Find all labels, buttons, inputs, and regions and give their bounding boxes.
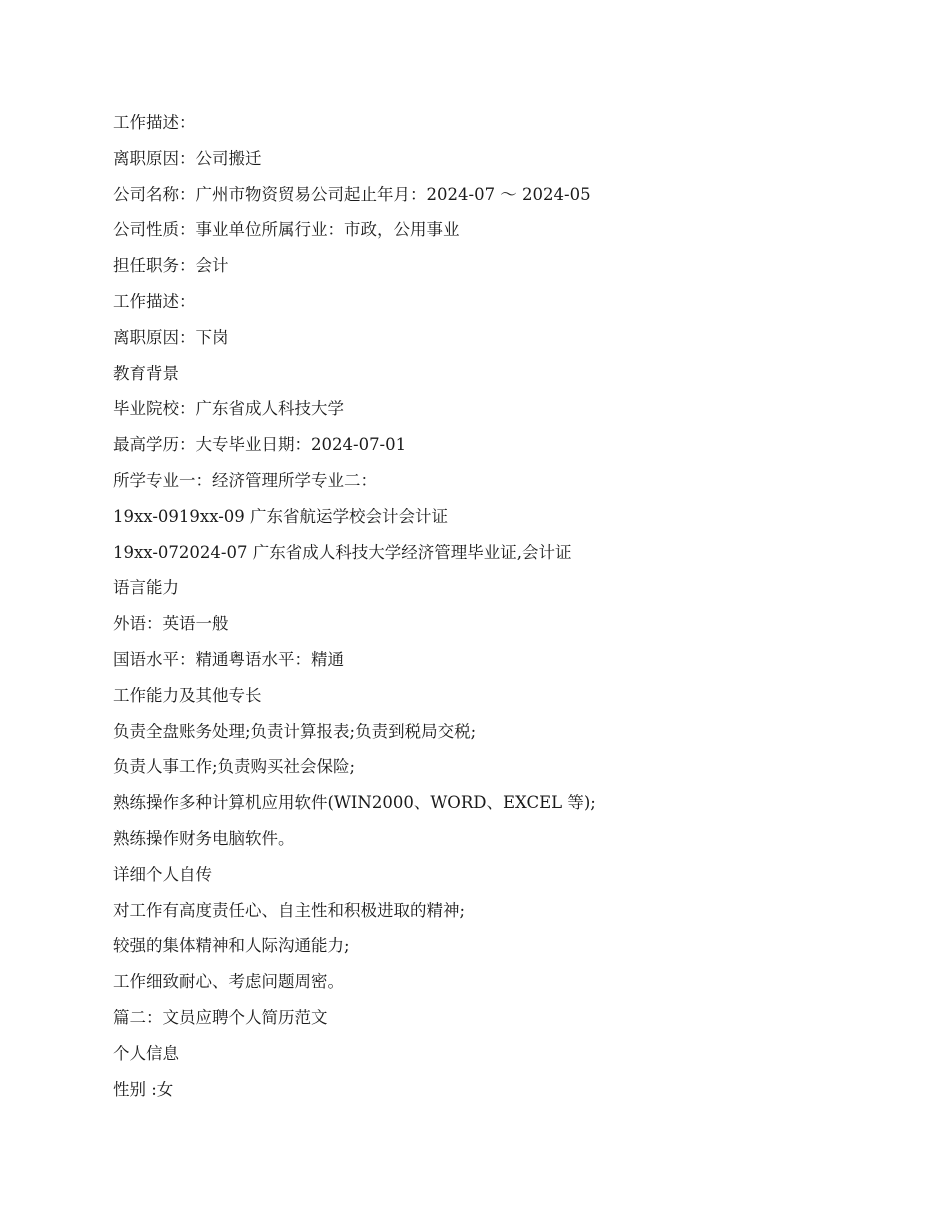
text-line-degree: 最高学历：大专毕业日期：2024-07-01 — [113, 435, 407, 455]
text-line-company-name: 公司名称：广州市物资贸易公司起止年月：2024-07 ～ 2024-05 — [113, 184, 591, 204]
section-heading-part-two: 篇二：文员应聘个人简历范文 — [113, 1007, 328, 1027]
section-heading-autobiography: 详细个人自传 — [113, 864, 212, 884]
text-line-skill-1: 负责全盘账务处理;负责计算报表;负责到税局交税; — [113, 721, 477, 741]
text-line-job-description: 工作描述： — [113, 113, 196, 132]
text-line-foreign-language: 外语：英语一般 — [113, 614, 229, 634]
text-line-education-record-1: 19xx-0919xx-09 广东省航运学校会计会计证 — [113, 506, 449, 526]
section-heading-education: 教育背景 — [113, 363, 179, 383]
section-heading-personal-info: 个人信息 — [113, 1043, 179, 1063]
text-line-skill-2: 负责人事工作;负责购买社会保险; — [113, 757, 356, 777]
text-line-major: 所学专业一：经济管理所学专业二： — [113, 470, 377, 490]
text-line-mandarin-cantonese: 国语水平：精通粤语水平：精通 — [113, 649, 344, 669]
text-line-skill-4: 熟练操作财务电脑软件。 — [113, 828, 295, 848]
text-line-leave-reason: 离职原因：公司搬迁 — [113, 148, 262, 168]
text-line-education-record-2: 19xx-072024-07 广东省成人科技大学经济管理毕业证,会计证 — [113, 542, 572, 562]
text-line-job-description-2: 工作描述： — [113, 291, 196, 311]
text-line-company-nature: 公司性质：事业单位所属行业：市政，公用事业 — [113, 220, 460, 240]
text-line-autobiography-1: 对工作有高度责任心、自主性和积极进取的精神; — [113, 900, 466, 920]
section-heading-language: 语言能力 — [113, 578, 179, 598]
text-line-school: 毕业院校：广东省成人科技大学 — [113, 399, 344, 419]
document-body — [113, 105, 893, 1107]
text-line-autobiography-3: 工作细致耐心、考虑问题周密。 — [113, 972, 344, 992]
text-line-autobiography-2: 较强的集体精神和人际沟通能力; — [113, 936, 350, 956]
section-heading-skills: 工作能力及其他专长 — [113, 685, 262, 705]
text-line-leave-reason-2: 离职原因：下岗 — [113, 327, 229, 347]
text-line-position: 担任职务：会计 — [113, 256, 229, 276]
text-line-skill-3: 熟练操作多种计算机应用软件(WIN2000、WORD、EXCEL 等); — [113, 793, 596, 813]
text-line-gender: 性别 :女 — [113, 1079, 174, 1099]
